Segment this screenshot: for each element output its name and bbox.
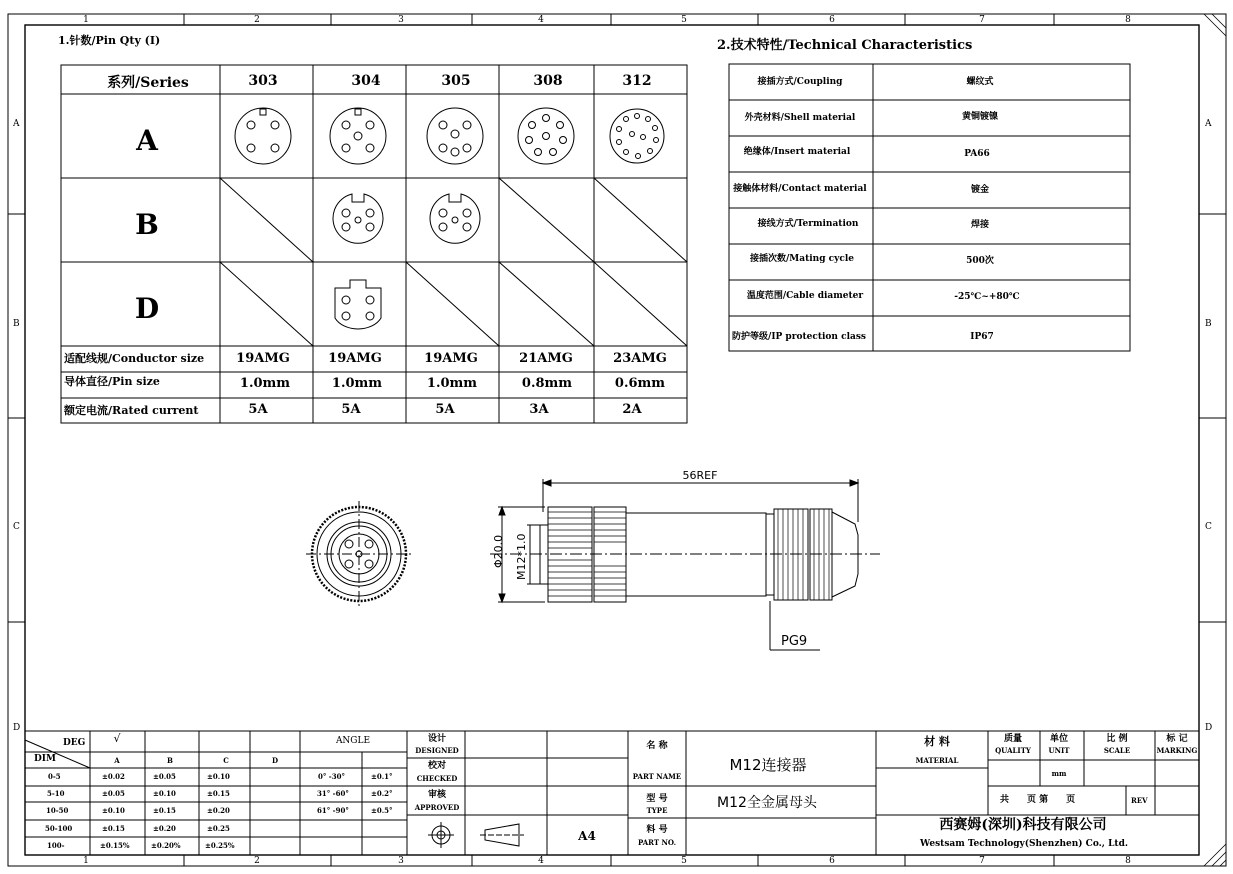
current-303: 5A [248, 402, 268, 417]
tol-a-0: ±0.02 [102, 772, 125, 781]
tech-title: 2.技术特性/Technical Characteristics [717, 38, 973, 53]
col-mark-8: 8 [1125, 15, 1131, 25]
rev-label: REV [1131, 796, 1148, 805]
conductor-308: 21AMG [519, 351, 573, 366]
unit-value: mm [1051, 769, 1067, 778]
col-mark-5: 5 [681, 15, 687, 25]
angle-label: ANGLE [335, 736, 371, 746]
tol-c-2: ±0.20 [207, 806, 230, 815]
deg-label: DEG [63, 738, 86, 748]
pin-size-303: 1.0mm [239, 376, 291, 391]
tech-val-mating: 500次 [966, 256, 994, 266]
material-label: MATERIAL [915, 756, 959, 765]
range-2: 10-50 [46, 806, 69, 815]
material-cn: 材 料 [924, 735, 950, 748]
grade-b: B [167, 756, 173, 765]
conductor-304: 19AMG [328, 351, 382, 366]
tol-a-2: ±0.10 [102, 806, 125, 815]
tech-key-ip: 防护等级/IP protection class [732, 332, 866, 342]
face-303-a [235, 108, 291, 164]
dim-label: DIM [34, 754, 56, 764]
angle-tol-0: ±0.1° [371, 772, 393, 781]
col-mark-6: 6 [829, 15, 835, 25]
tol-b-2: ±0.15 [153, 806, 176, 815]
conductor-label: 适配线规/Conductor size [64, 352, 205, 365]
col-mark-8-bottom: 8 [1125, 856, 1131, 866]
part-no-label: PART NO. [637, 838, 677, 847]
pin-size-308: 0.8mm [521, 376, 573, 391]
col-mark-6-bottom: 6 [829, 856, 835, 866]
tol-a-4: ±0.15% [100, 841, 130, 850]
part-name-label: PART NAME [632, 772, 682, 781]
tol-c-3: ±0.25 [207, 824, 230, 833]
scale-cn: 比 例 [1106, 734, 1128, 744]
angle-tol-1: ±0.2° [371, 789, 393, 798]
current-304: 5A [341, 402, 361, 417]
part-no-cn: 料 号 [646, 825, 668, 835]
marking-cn: 标 记 [1166, 734, 1188, 744]
current-label: 额定电流/Rated current [64, 404, 199, 417]
pin-size-304: 1.0mm [331, 376, 383, 391]
tech-val-termination: 焊接 [970, 220, 990, 230]
company-name-cn: 西赛姆(深圳)科技有限公司 [939, 817, 1107, 833]
type-label: TYPE [646, 806, 668, 815]
unit-cn: 单位 [1049, 734, 1069, 744]
row-mark-d: D [13, 723, 21, 733]
col-mark-1-bottom: 1 [83, 856, 89, 866]
grade-c: C [223, 756, 229, 765]
approved-label: APPROVED [414, 803, 460, 812]
unit-label: UNIT [1048, 746, 1070, 755]
series-304: 304 [351, 73, 381, 89]
tech-val-coupling: 螺纹式 [966, 77, 994, 87]
quality-cn: 质量 [1003, 734, 1023, 744]
tech-key-temperature: 温度范围/Cable diameter [746, 291, 864, 301]
tech-key-contact: 接触体材料/Contact material [733, 184, 867, 194]
angle-range-0: 0° -30° [318, 772, 345, 781]
check-mark: √ [113, 732, 121, 745]
page-count: 共 页 第 页 [1000, 795, 1076, 805]
col-mark-7-bottom: 7 [979, 856, 985, 866]
length-dimension: 56REF [682, 469, 718, 482]
coding-b: B [135, 208, 159, 241]
col-mark-4: 4 [538, 15, 544, 25]
tol-b-0: ±0.05 [153, 772, 176, 781]
row-mark-c-right: C [1205, 522, 1212, 532]
row-mark-a-right: A [1205, 119, 1212, 129]
row-mark-d-right: D [1205, 723, 1213, 733]
grade-d: D [271, 756, 279, 765]
checked-label: CHECKED [416, 774, 458, 783]
coding-a: A [136, 124, 158, 157]
series-header: 系列/Series [107, 75, 189, 91]
side-view [490, 479, 880, 650]
coding-d: D [134, 292, 160, 325]
row-mark-a: A [13, 119, 20, 129]
col-mark-4-bottom: 4 [538, 856, 544, 866]
range-4: 100- [47, 841, 65, 850]
tech-key-mating: 接插次数/Mating cycle [750, 254, 854, 264]
range-3: 50-100 [45, 824, 73, 833]
type-cn: 型 号 [646, 794, 668, 804]
tech-val-ip: IP67 [970, 332, 994, 342]
col-mark-2-bottom: 2 [254, 856, 260, 866]
series-312: 312 [622, 73, 652, 89]
pin-size-312: 0.6mm [614, 376, 666, 391]
angle-tol-2: ±0.5° [371, 806, 393, 815]
designed-label: DESIGNED [415, 746, 459, 755]
current-308: 3A [529, 402, 549, 417]
current-312: 2A [622, 402, 642, 417]
tech-key-termination: 接线方式/Termination [757, 219, 859, 229]
angle-range-1: 31° -60° [317, 789, 349, 798]
tech-val-insert: PA66 [964, 149, 990, 159]
series-305: 305 [441, 73, 471, 89]
pin-size-label: 导体直径/Pin size [64, 375, 160, 388]
tech-val-temperature: -25℃~+80℃ [954, 292, 1020, 302]
tol-c-0: ±0.10 [207, 772, 230, 781]
gland-label: PG9 [781, 634, 808, 649]
scale-label: SCALE [1103, 746, 1131, 755]
tol-a-3: ±0.15 [102, 824, 125, 833]
angle-range-2: 61° -90° [317, 806, 349, 815]
range-0: 0-5 [48, 772, 61, 781]
designed-cn: 设计 [427, 734, 447, 744]
tol-a-1: ±0.05 [102, 789, 125, 798]
tech-key-insert: 绝缘体/Insert material [743, 147, 851, 157]
face-305-b [430, 194, 480, 243]
part-name-cn: 名 称 [646, 741, 668, 751]
range-1: 5-10 [47, 789, 65, 798]
diameter-dimension: Φ20.0 [492, 534, 505, 568]
col-mark-1: 1 [83, 15, 89, 25]
checked-cn: 校对 [427, 761, 447, 771]
company-name-en: Westsam Technology(Shenzhen) Co., Ltd. [920, 839, 1128, 849]
conductor-312: 23AMG [613, 351, 667, 366]
tech-val-contact: 镀金 [970, 185, 990, 195]
face-308-a [518, 108, 574, 164]
tol-b-1: ±0.10 [153, 789, 176, 798]
conductor-303: 19AMG [236, 351, 290, 366]
face-312-a [610, 109, 664, 163]
face-304-a [330, 108, 386, 164]
col-mark-3: 3 [398, 15, 404, 25]
tol-b-4: ±0.20% [151, 841, 181, 850]
sheet-size: A4 [578, 829, 596, 843]
col-mark-2: 2 [254, 15, 260, 25]
col-mark-3-bottom: 3 [398, 856, 404, 866]
conductor-305: 19AMG [424, 351, 478, 366]
thread-dimension: M12*1.0 [515, 533, 528, 580]
front-view [306, 501, 412, 607]
row-mark-b: B [13, 319, 20, 329]
tech-key-coupling: 接插方式/Coupling [757, 77, 843, 87]
approved-cn: 审核 [427, 790, 447, 800]
marking-label: MARKING [1156, 746, 1198, 755]
tol-c-4: ±0.25% [205, 841, 235, 850]
face-304-d [335, 280, 381, 329]
tech-val-shell: 黄铜镀镍 [961, 112, 999, 122]
col-mark-5-bottom: 5 [681, 856, 687, 866]
tech-key-shell: 外壳材料/Shell material [744, 113, 856, 123]
series-303: 303 [248, 73, 278, 89]
pin-table-title: 1.针数/Pin Qty (I) [58, 34, 161, 47]
row-mark-b-right: B [1205, 319, 1212, 329]
pin-size-305: 1.0mm [426, 376, 478, 391]
tol-b-3: ±0.20 [153, 824, 176, 833]
quality-label: QUALITY [995, 746, 1031, 755]
part-name-value: M12连接器 [729, 756, 807, 774]
col-mark-7: 7 [979, 15, 985, 25]
type-value: M12全金属母头 [717, 795, 817, 811]
series-308: 308 [533, 73, 563, 89]
grade-a: A [114, 756, 120, 765]
tol-c-1: ±0.15 [207, 789, 230, 798]
current-305: 5A [435, 402, 455, 417]
row-mark-c: C [13, 522, 20, 532]
face-304-b [333, 194, 383, 243]
